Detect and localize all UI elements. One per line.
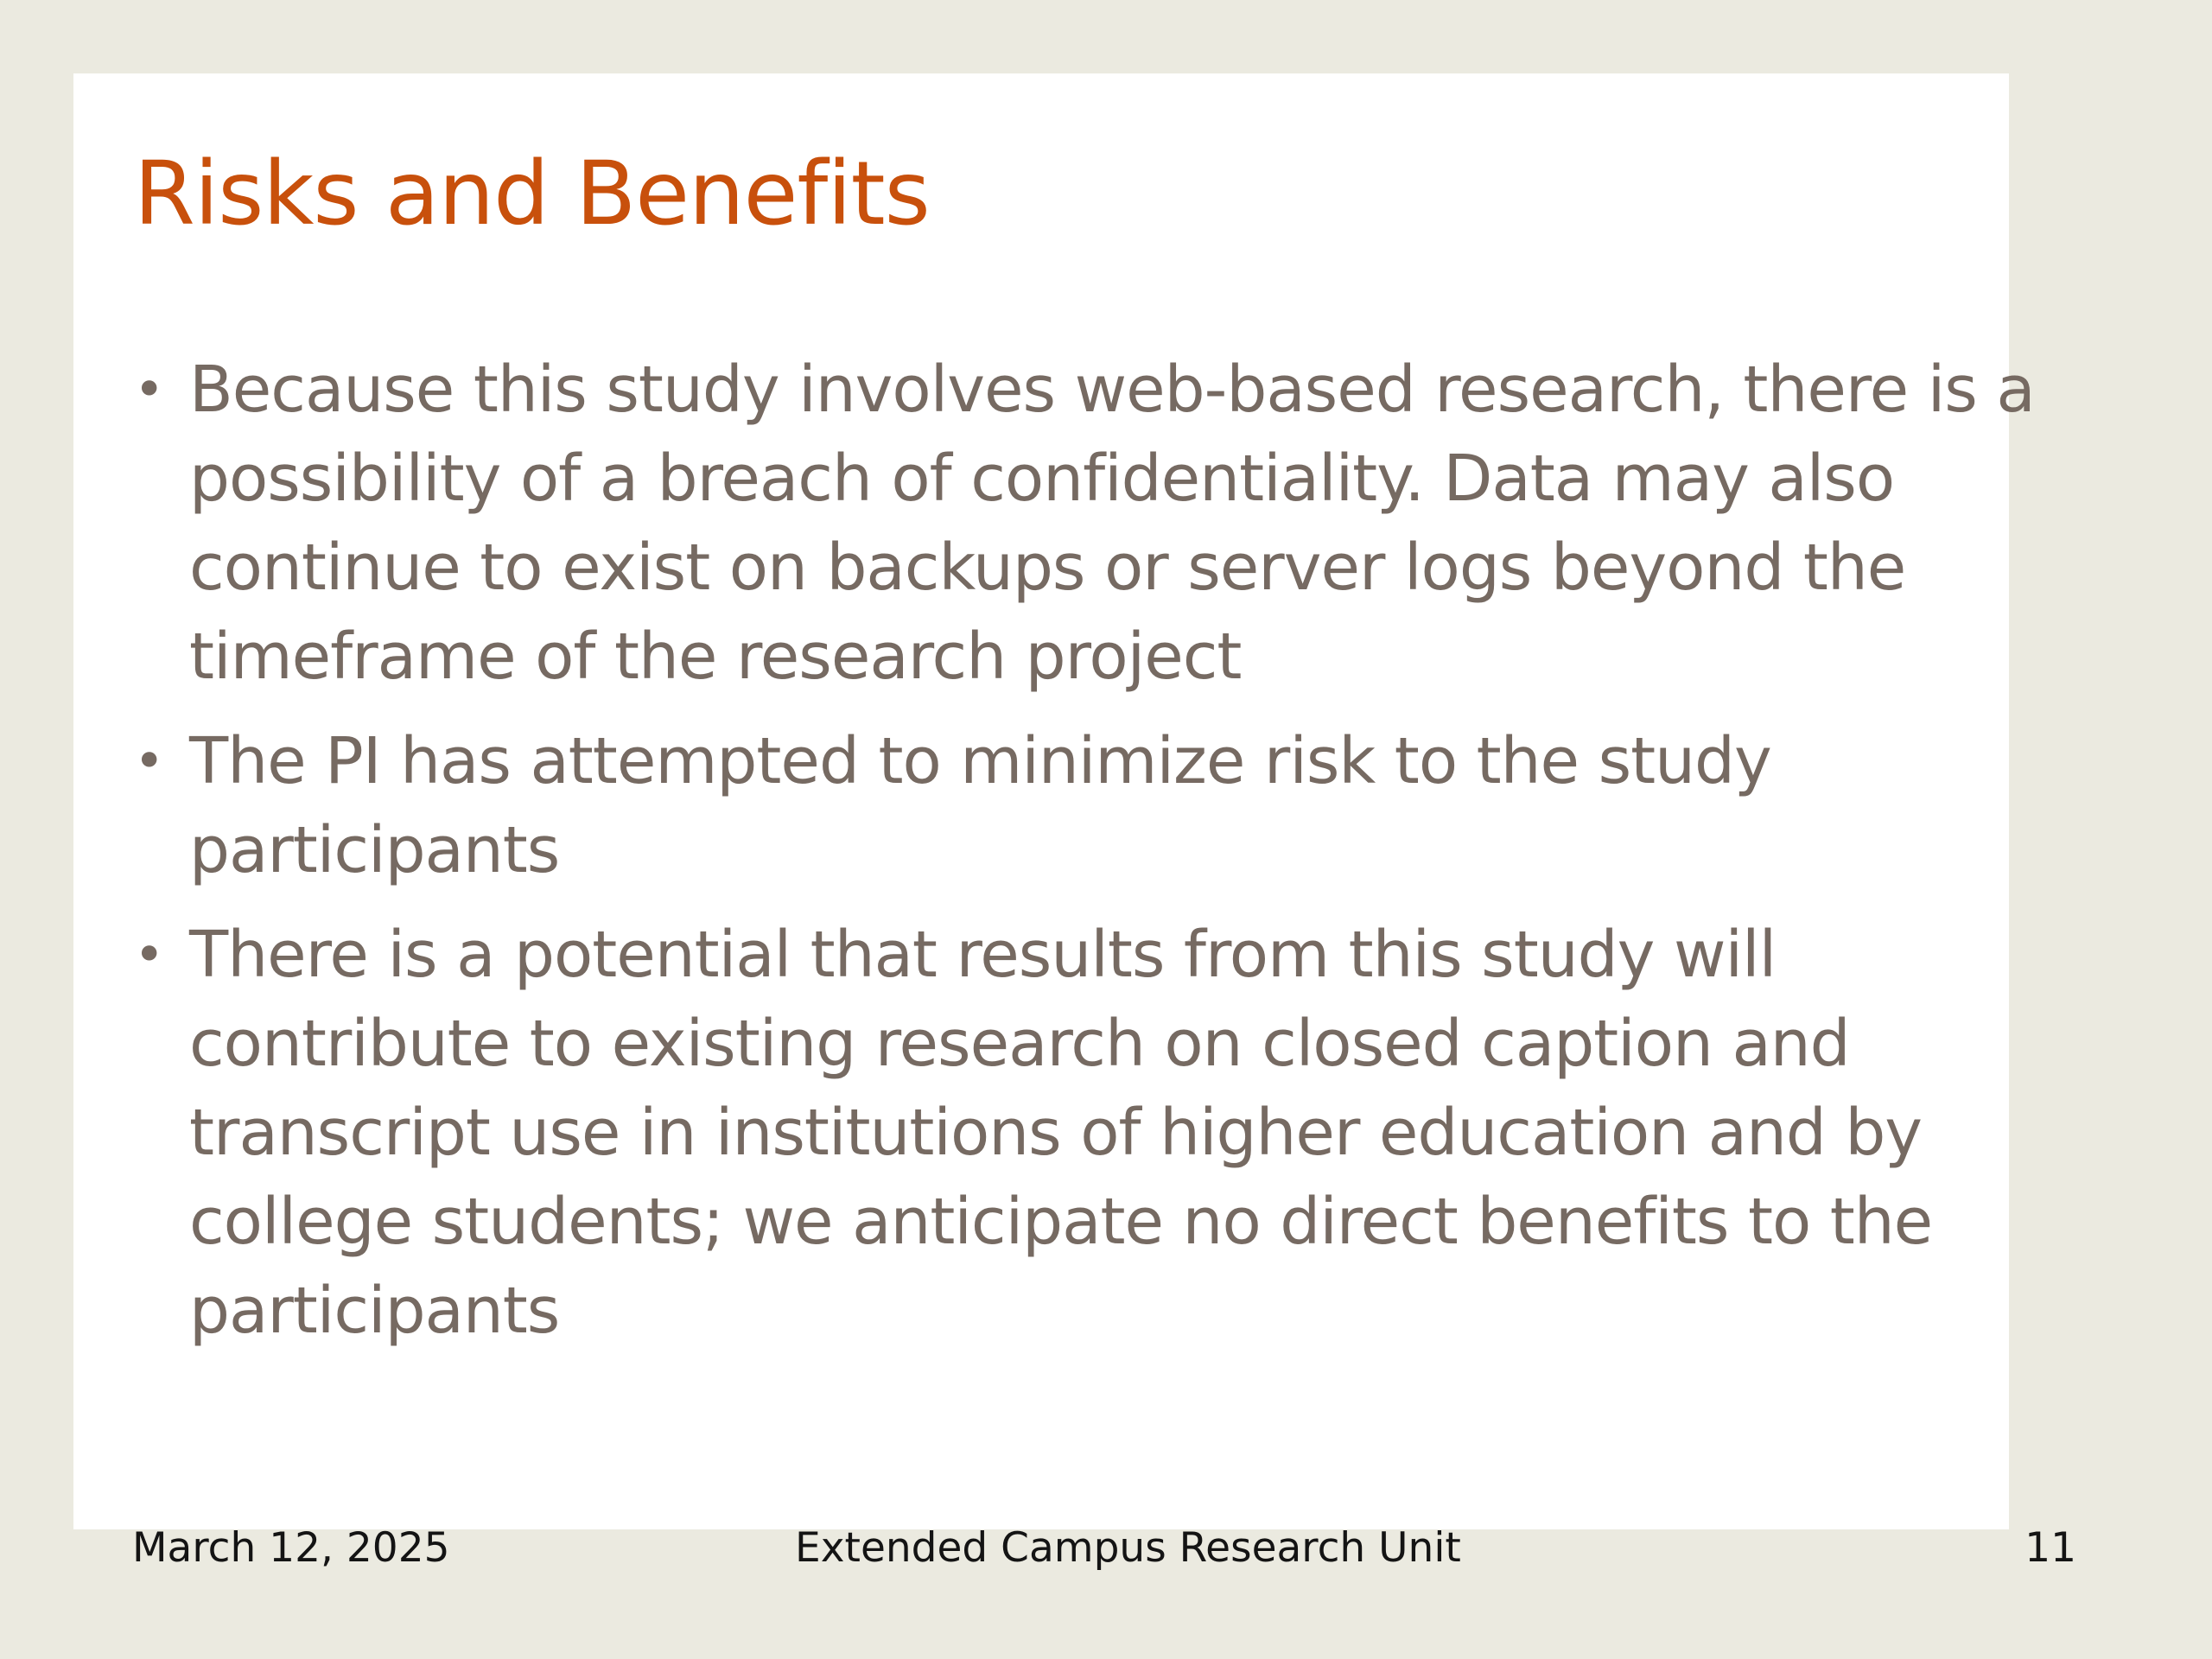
bullet-text: The PI has attempted to minimize risk to the study participants — [189, 724, 1771, 887]
slide-number: 11 — [2024, 1524, 2076, 1572]
bullet-item — [134, 717, 2087, 895]
bullet-item — [134, 911, 2087, 1356]
bullet-item — [134, 346, 2087, 702]
bullet-text: There is a potential that results from this study will contribute to existing research on closed caption and transcript use in institutions of higher education and by college students; we anticipate no direct benefits to the participants — [189, 918, 1933, 1348]
bullet-icon: • — [134, 359, 164, 420]
bullet-list — [134, 346, 2087, 1371]
bullet-text: Because this study involves web-based research, there is a possibility of a breach of confidentiality. Data may also continue to exist on backups or server logs beyond the timeframe of the research project — [189, 353, 2035, 694]
bullet-icon: • — [134, 731, 164, 791]
footer-date: March 12, 2025 — [132, 1524, 450, 1572]
bullet-icon: • — [134, 925, 164, 985]
footer-organization: Extended Campus Research Unit — [795, 1524, 1461, 1572]
slide-title: Risks and Benefits — [134, 143, 930, 245]
